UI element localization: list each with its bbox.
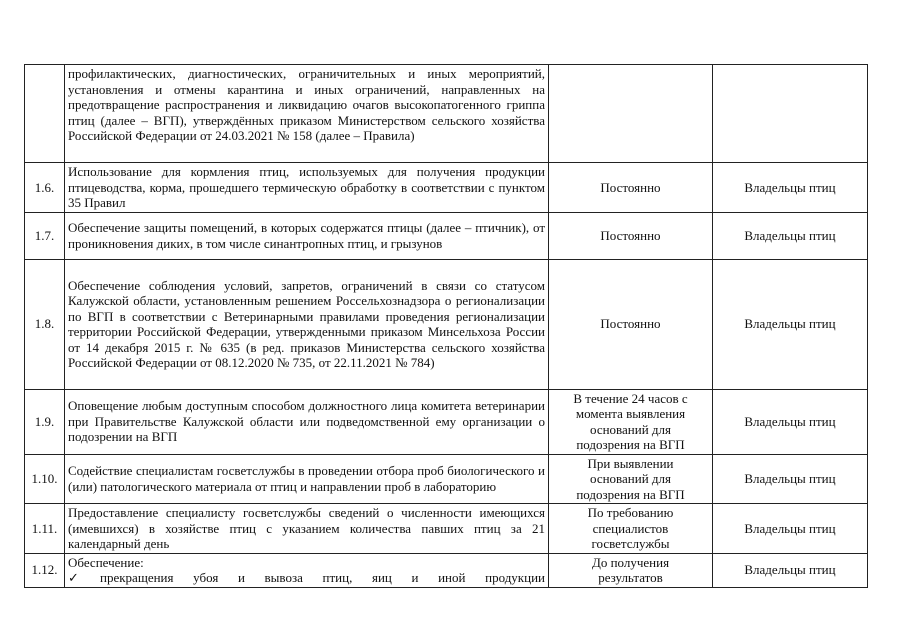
row-responsible: Владельцы птиц bbox=[713, 163, 868, 213]
row-term bbox=[549, 259, 713, 389]
term-line: Постоянно bbox=[600, 316, 661, 332]
row-responsible: Владельцы птиц bbox=[713, 212, 868, 259]
term-line: оснований для bbox=[590, 421, 671, 437]
row-responsible: Владельцы птиц bbox=[713, 389, 868, 454]
term-line: По требованию bbox=[587, 505, 674, 520]
term-line: подозрения на ВГП bbox=[576, 437, 685, 452]
term-line: До получения bbox=[591, 554, 670, 570]
row-term bbox=[549, 454, 713, 504]
row-term bbox=[549, 553, 713, 587]
term-line: При выявлении bbox=[587, 455, 674, 471]
row-description: Обеспечение защиты помещений, в которых содержатся птицы (далее – птичник), от проникновения диких, в том числе синантропных птиц, и грызунов bbox=[65, 212, 549, 259]
table-row bbox=[25, 504, 868, 554]
table-row bbox=[25, 389, 868, 454]
check-mark-icon: ✓ bbox=[68, 570, 79, 585]
row-responsible: Владельцы птиц bbox=[713, 504, 868, 554]
term-line: результатов bbox=[598, 570, 663, 585]
table-row bbox=[25, 212, 868, 259]
term-line: Постоянно bbox=[600, 179, 661, 195]
measures-table bbox=[24, 64, 868, 588]
row-responsible: Владельцы птиц bbox=[713, 454, 868, 504]
table-row bbox=[25, 259, 868, 389]
table-row bbox=[25, 65, 868, 163]
term-line: Постоянно bbox=[600, 227, 661, 243]
row-number bbox=[25, 65, 65, 163]
row-term bbox=[549, 212, 713, 259]
row-term bbox=[549, 65, 713, 163]
row-description: Использование для кормления птиц, используемых для получения продукции птицеводства, корма, прошедшего термическую обработку в соответствии с пунктом 35 Правил bbox=[65, 163, 549, 213]
table-row bbox=[25, 163, 868, 213]
row-term bbox=[549, 504, 713, 554]
table-row bbox=[25, 553, 868, 587]
row-number: 1.7. bbox=[25, 212, 65, 259]
row-description: профилактических, диагностических, ограничительных и иных мероприятий, установления и отмены карантина и иных ограничений, направленных на предотвращение распространения и ликвидацию очагов высокопатогенного гриппа птиц (далее – ВГП), утверждённых приказом Министерством сельского хозяйства Российской Федерации от 24.03.2021 № 158 (далее – Правила) bbox=[65, 65, 549, 163]
term-line: специалистов bbox=[592, 520, 669, 536]
row-term bbox=[549, 389, 713, 454]
row-term bbox=[549, 163, 713, 213]
row-number: 1.12. bbox=[25, 553, 65, 587]
row-responsible bbox=[713, 65, 868, 163]
row-description bbox=[65, 553, 549, 587]
row-description: Обеспечение соблюдения условий, запретов, ограничений в связи со статусом Калужской области, установленным решением Россельхознадзора о регионализации по ВГП в соответствии с Ветеринарными правилами проведения регионализации территории Российской Федерации, утвержденными приказом Минсельхоза России от 14 декабря 2015 г. № 635 (в ред. приказов Министерства сельского хозяйства Российской Федерации от 08.12.2020 № 735, от 22.11.2021 № 784) bbox=[65, 259, 549, 389]
term-line: госветслужбы bbox=[591, 536, 670, 551]
row-number: 1.10. bbox=[25, 454, 65, 504]
row-number: 1.8. bbox=[25, 259, 65, 389]
term-line: момента выявления bbox=[575, 406, 686, 421]
term-line: подозрения на ВГП bbox=[576, 486, 685, 502]
term-line: В течение 24 часов с bbox=[573, 390, 688, 406]
bullet-text: прекращения убоя и вывоза птиц, яиц и иной продукции bbox=[100, 570, 545, 585]
row-number: 1.6. bbox=[25, 163, 65, 213]
bullet-item bbox=[68, 570, 545, 586]
row-description: Содействие специалистам госветслужбы в проведении отбора проб биологического и (или) патологического материала от птиц и направлении проб в лабораторию bbox=[65, 454, 549, 504]
row-responsible: Владельцы птиц bbox=[713, 553, 868, 587]
row-description: Предоставление специалисту госветслужбы сведений о численности имеющихся (имевшихся) в хозяйстве птиц с указанием количества павших птиц за 21 календарный день bbox=[65, 504, 549, 554]
row-description: Оповещение любым доступным способом должностного лица комитета ветеринарии при Правительстве Калужской области или подведомственной ему организации о подозрении на ВГП bbox=[65, 389, 549, 454]
row-number: 1.9. bbox=[25, 389, 65, 454]
table-row bbox=[25, 454, 868, 504]
row-responsible: Владельцы птиц bbox=[713, 259, 868, 389]
term-line: оснований для bbox=[590, 471, 671, 486]
row-description-intro: Обеспечение: bbox=[68, 554, 144, 570]
row-number: 1.11. bbox=[25, 504, 65, 554]
